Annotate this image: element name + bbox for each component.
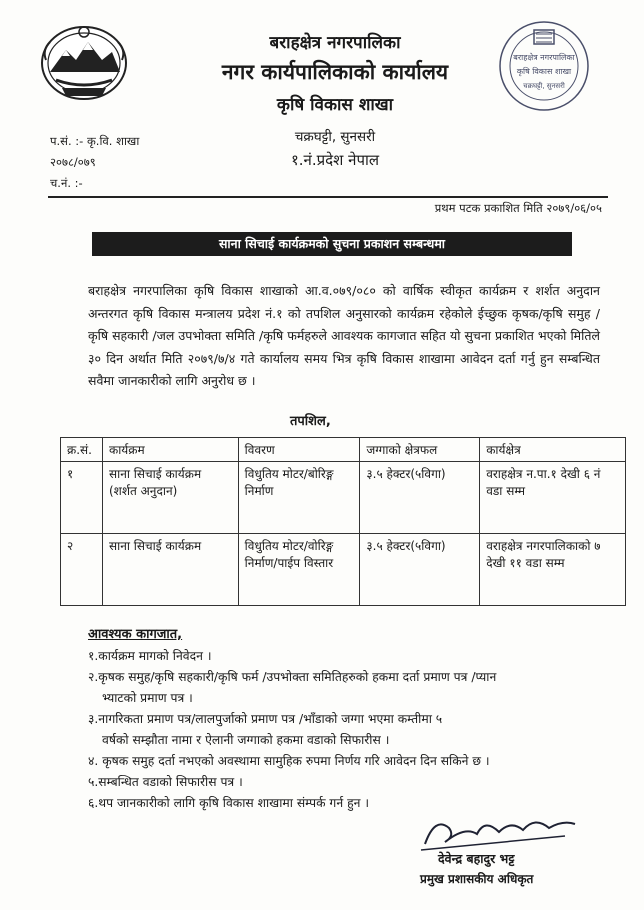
header-divider bbox=[48, 196, 608, 198]
table-row bbox=[61, 462, 626, 534]
list-item: वर्षको सम्झौता नामा र ऐलानी जग्गाको हकमा वडाको सिफारीस । bbox=[102, 733, 390, 747]
first-published-date: प्रथम पटक प्रकाशित मिति २०७९/०६/०५ bbox=[434, 201, 602, 215]
place-name: चक्रघट्टी, सुनसरी bbox=[294, 129, 376, 145]
signatory-designation: प्रमुख प्रशासकीय अधिकृत bbox=[420, 872, 534, 886]
col-header-work-area: कार्यक्षेत्र bbox=[480, 438, 626, 462]
cell-sn: १ bbox=[61, 462, 103, 534]
cell-land-area: ३.५ हेक्टर(५विगा) bbox=[360, 462, 480, 534]
list-item: ३.नागरिकता प्रमाण पत्र/लालपुर्जाको प्रमाण पत्र /भाँडाको जग्गा भएमा कम्तीमा ५ bbox=[88, 712, 443, 726]
cell-land-area: ३.५ हेक्टर(५विगा) bbox=[360, 534, 480, 606]
col-header-land-area: जग्गाको क्षेत्रफल bbox=[360, 438, 480, 462]
subject-text: साना सिचाई कार्यक्रमको सुचना प्रकाशन सम्बन्धमा bbox=[218, 236, 446, 251]
dispatch-number: च.नं. :- bbox=[50, 176, 83, 190]
cell-sn: २ bbox=[61, 534, 103, 606]
cell-description: विधुतिय मोटर/वोरिङ्ग निर्माण/पाईप विस्तार bbox=[238, 534, 360, 606]
branch-name: कृषि विकास शाखा bbox=[276, 95, 394, 115]
col-header-description: विवरण bbox=[238, 438, 360, 462]
col-header-program: कार्यक्रम bbox=[102, 438, 238, 462]
province-name: १.नं.प्रदेश नेपाल bbox=[290, 151, 380, 169]
cell-description: विधुतिय मोटर/बोरिङ्ग निर्माण bbox=[238, 462, 360, 534]
list-item: ५.सम्बन्धित वडाको सिफारीस पत्र । bbox=[88, 775, 243, 789]
notice-body: बराहक्षेत्र नगरपालिका कृषि विकास शाखाको आ.व.०७९/०८० को वार्षिक स्वीकृत कार्यक्रम र शर्शत अनुदान अन्तरगत कृषि विकास मन्त्रालय प्रदेश नं.१ को तपशिल अनुसारको कार्यक्रम रहेकोले ईच्छुक कृषक/कृषि समुह /कृषि सहकारी /जल उपभोक्ता समिति /कृषि फर्महरुले आवश्यक कागजात सहित यो सुचना प्रकाशित भएको मितिले ३० दिन अर्थात मिति २०७९/७/४ गते कार्यालय समय भित्र कृषि विकास शाखामा आवेदन दर्ता गर्नु हुन सम्बन्धित सवैमा जानकारीको लागि अनुरोध छ । bbox=[88, 283, 600, 388]
stamp-text-1: बराहक्षेत्र नगरपालिका bbox=[513, 53, 575, 62]
fiscal-year: २०७८/०७९ bbox=[50, 155, 96, 169]
signature-scribble bbox=[415, 806, 585, 856]
table-header-row bbox=[61, 438, 626, 462]
list-item: २.कृषक समुह/कृषि सहकारी/कृषि फर्म /उपभोक्ता समितिहरुको हकमा दर्ता प्रमाण पत्र /प्यान bbox=[88, 670, 497, 684]
program-details-table bbox=[60, 437, 626, 606]
government-emblem-logo bbox=[36, 20, 132, 102]
list-item: ६.थप जानकारीको लागि कृषि विकास शाखामा संम्पर्क गर्न हुन । bbox=[88, 796, 370, 810]
table-title: तपशिल, bbox=[290, 414, 331, 429]
cell-work-area: वराहक्षेत्र न.पा.१ देखी ६ नं वडा सम्म bbox=[480, 462, 626, 534]
office-name: नगर कार्यपालिकाको कार्यालय bbox=[221, 60, 449, 84]
stamp-text-3: चक्रघट्टी, सुनसरी bbox=[523, 82, 565, 90]
requirements-title: आवश्यक कागजात, bbox=[88, 627, 183, 642]
municipality-name: बराहक्षेत्र नगरपालिका bbox=[269, 33, 401, 53]
col-header-sn: क्र.सं. bbox=[61, 438, 103, 462]
table-row bbox=[61, 534, 626, 606]
subject-bar bbox=[92, 232, 572, 256]
letter-number: प.सं. :- कृ.वि. शाखा bbox=[50, 134, 140, 148]
signatory-name: देवेन्द्र बहादुर भट्ट bbox=[438, 851, 515, 866]
list-item: भ्याटको प्रमाण पत्र । bbox=[102, 691, 193, 705]
list-item: १.कार्यक्रम मागको निवेदन । bbox=[88, 649, 212, 663]
list-item: ४. कृषक समुह दर्ता नभएको अवस्थामा सामुहिक रुपमा निर्णय गरि आवेदन दिन सकिने छ । bbox=[88, 754, 490, 768]
cell-program: साना सिचाई कार्यक्रम (शर्शत अनुदान) bbox=[102, 462, 238, 534]
cell-program: साना सिचाई कार्यक्रम bbox=[102, 534, 238, 606]
requirements-list bbox=[88, 646, 496, 814]
stamp-text-2: कृषि विकास शाखा bbox=[516, 67, 572, 76]
cell-work-area: वराहक्षेत्र नगरपालिकाको ७ देखी ११ वडा सम्म bbox=[480, 534, 626, 606]
